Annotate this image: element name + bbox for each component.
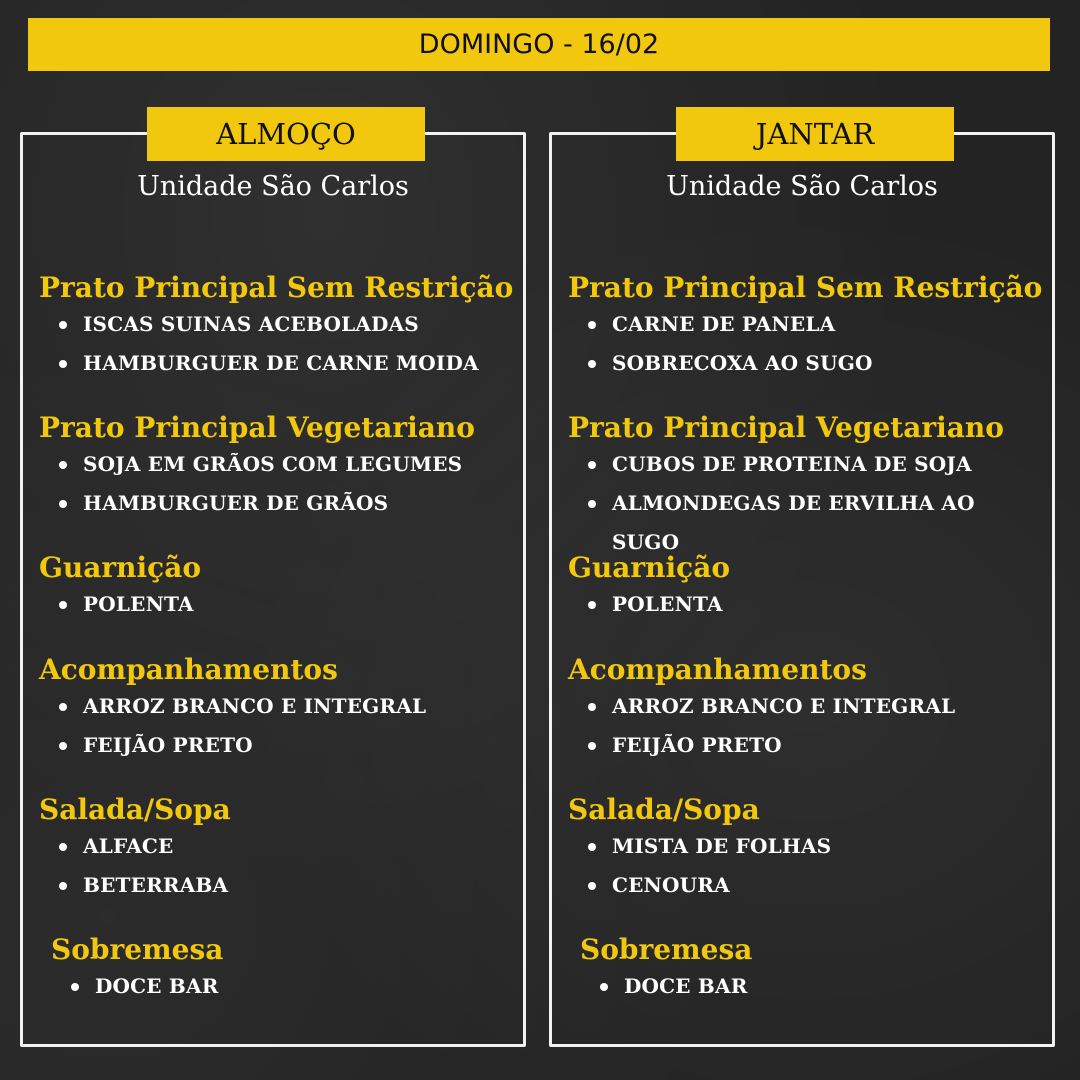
menu-item [39,585,515,624]
section-title: Prato Principal Vegetariano [39,411,475,444]
menu-item-list [568,585,1044,624]
lunch-section [39,551,515,624]
bullet-icon [59,843,67,851]
bullet-icon [59,882,67,890]
bullet-icon [588,461,596,469]
menu-item-text: DOCE BAR [95,974,219,998]
date-banner: DOMINGO - 16/02 [28,18,1050,71]
menu-item [39,484,515,523]
section-title: Guarnição [568,551,731,584]
section-title: Salada/Sopa [39,793,231,826]
bullet-icon [59,360,67,368]
dinner-section [568,793,1044,905]
lunch-section [39,653,515,765]
menu-item-text: CENOURA [612,873,730,897]
section-title: Sobremesa [580,933,753,966]
menu-item [39,305,515,344]
bullet-icon [59,461,67,469]
menu-item-text: ALFACE [83,834,174,858]
section-title: Acompanhamentos [568,653,867,686]
bullet-icon [59,742,67,750]
bullet-icon [588,703,596,711]
lunch-section [51,933,515,1006]
menu-item-text: MISTA DE FOLHAS [612,834,832,858]
menu-item-list [568,687,1044,765]
menu-item-list [39,305,515,383]
bullet-icon [588,500,596,508]
menu-item-text: HAMBURGUER DE CARNE MOIDA [83,351,479,375]
menu-item-text: ARROZ BRANCO E INTEGRAL [612,694,956,718]
menu-item [39,827,515,866]
section-title: Salada/Sopa [568,793,760,826]
lunch-section [39,793,515,905]
menu-item-list [580,967,1044,1006]
lunch-section [39,271,515,383]
dinner-section [568,411,1044,562]
menu-item-text: FEIJÃO PRETO [612,733,782,757]
dinner-unit: Unidade São Carlos [666,171,938,202]
bullet-icon [588,360,596,368]
menu-item-text: BETERRABA [83,873,229,897]
section-title: Acompanhamentos [39,653,338,686]
menu-item-list [51,967,515,1006]
menu-item-text: CUBOS DE PROTEINA DE SOJA [612,452,972,476]
menu-item-text: SOBRECOXA AO SUGO [612,351,873,375]
menu-item [39,726,515,765]
menu-item [568,687,1044,726]
menu-item-text: DOCE BAR [624,974,748,998]
menu-item [580,967,1044,1006]
menu-item-list [39,585,515,624]
bullet-icon [59,321,67,329]
bullet-icon [71,983,79,991]
menu-item-text: ARROZ BRANCO E INTEGRAL [83,694,427,718]
menu-item-text: POLENTA [612,592,723,616]
menu-item [39,445,515,484]
bullet-icon [588,321,596,329]
menu-item-text: SOJA EM GRÃOS COM LEGUMES [83,452,463,476]
section-title: Guarnição [39,551,202,584]
menu-item-text: HAMBURGUER DE GRÃOS [83,491,389,515]
menu-item [568,585,1044,624]
menu-item-list [568,445,1044,562]
menu-item-list [39,827,515,905]
menu-item [568,445,1044,484]
menu-item [51,967,515,1006]
lunch-panel [20,117,526,1047]
menu-item [39,344,515,383]
section-title: Prato Principal Sem Restrição [568,271,1043,304]
menu-item-list [568,827,1044,905]
dinner-label: JANTAR [676,107,954,161]
dinner-section [580,933,1044,1006]
menu-item-text: ISCAS SUINAS ACEBOLADAS [83,312,419,336]
bullet-icon [588,601,596,609]
menu-item [568,866,1044,905]
bullet-icon [59,500,67,508]
menu-item [568,344,1044,383]
menu-item [39,866,515,905]
dinner-section [568,653,1044,765]
lunch-section [39,411,515,523]
bullet-icon [59,703,67,711]
dinner-section [568,551,1044,624]
menu-item-text: ALMONDEGAS DE ERVILHA AO SUGO [612,491,975,554]
dinner-section [568,271,1044,383]
lunch-label: ALMOÇO [147,107,425,161]
bullet-icon [588,882,596,890]
bullet-icon [600,983,608,991]
section-title: Prato Principal Vegetariano [568,411,1004,444]
menu-item [39,687,515,726]
menu-item-text: FEIJÃO PRETO [83,733,253,757]
menu-item [568,726,1044,765]
menu-item [568,305,1044,344]
menu-item-list [39,687,515,765]
menu-item-list [568,305,1044,383]
menu-item-text: POLENTA [83,592,194,616]
bullet-icon [588,742,596,750]
dinner-panel [549,117,1055,1047]
menu-item-list [39,445,515,523]
bullet-icon [59,601,67,609]
menu-item [568,827,1044,866]
menu-item-text: CARNE DE PANELA [612,312,836,336]
lunch-unit: Unidade São Carlos [137,171,409,202]
bullet-icon [588,843,596,851]
section-title: Sobremesa [51,933,224,966]
section-title: Prato Principal Sem Restrição [39,271,514,304]
